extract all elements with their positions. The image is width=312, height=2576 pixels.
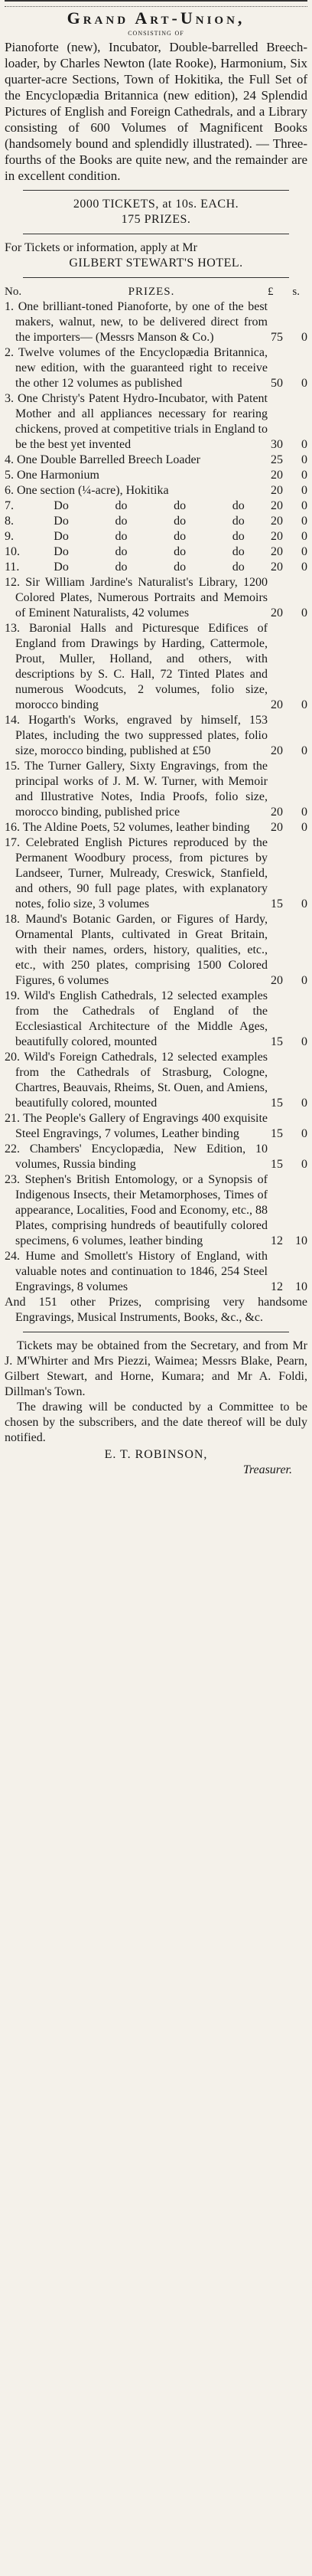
prize-number: 21.: [5, 1112, 20, 1125]
prize-amount: [268, 529, 307, 544]
prize-number: 6.: [5, 484, 14, 497]
prize-description: [5, 468, 268, 483]
prize-row: [5, 544, 307, 560]
prize-amount: [268, 544, 307, 560]
prize-description: [5, 1142, 268, 1172]
prize-number: 15.: [5, 760, 20, 773]
prize-row: [5, 453, 307, 468]
prize-shillings: 10: [295, 1280, 307, 1293]
prize-number: 5.: [5, 469, 14, 482]
ditto-cell: do: [115, 515, 128, 528]
prize-row: [5, 759, 307, 820]
prize-amount: [268, 391, 307, 453]
prize-amount: [268, 483, 307, 499]
prize-number: 19.: [5, 989, 20, 1002]
prize-pounds: 20: [271, 530, 283, 543]
ditto-cell: do: [232, 561, 245, 574]
prize-row: [5, 483, 307, 499]
prize-text: Hogarth's Works, engraved by himself, 153 Plates, including the two suppressed plates, folio size, morocco binding, published at £50: [15, 714, 268, 757]
prize-text: One brilliant-toned Pianoforte, by one of the best makers, walnut, new, to be delivered direct from the importers— (Messrs Manson & Co.): [15, 300, 268, 344]
top-rule: [5, 0, 307, 7]
prize-shillings: 0: [301, 530, 307, 543]
prize-amount: [268, 468, 307, 483]
prize-shillings: 0: [301, 377, 307, 390]
prize-text: One Christy's Patent Hydro-Incubator, with Patent Mother and all appliances necessary for rearing chickens, proved at competitive trials in England to be the best yet invented: [15, 392, 268, 451]
prize-shillings: 0: [301, 1127, 307, 1140]
prize-pounds: 75: [271, 331, 283, 344]
prize-amount: [268, 1249, 307, 1295]
prize-pounds: 20: [271, 469, 283, 482]
prize-amount: [268, 912, 307, 989]
prize-amount: [268, 575, 307, 621]
prize-number: 20.: [5, 1051, 20, 1064]
prize-number: 12.: [5, 576, 20, 589]
ditto-marks: [31, 499, 268, 514]
prize-shillings: 0: [301, 1035, 307, 1048]
prize-amount: [268, 560, 307, 575]
prize-description: [5, 1050, 268, 1111]
prize-pounds: 15: [271, 1158, 283, 1171]
ditto-cell: do: [115, 561, 128, 574]
prize-pounds: 15: [271, 897, 283, 910]
prize-text: The Turner Gallery, Sixty Engravings, from the principal works of J. M. W. Turner, with Memoir and Illustrative Notes, India Proofs, folio size, morocco binding, published price: [15, 760, 268, 819]
prize-number: 2.: [5, 346, 14, 359]
prize-shillings: 0: [301, 806, 307, 819]
prize-amount: [268, 759, 307, 820]
prize-amount: [268, 299, 307, 345]
prize-text: One Harmonium: [17, 469, 99, 482]
prize-row: [5, 1142, 307, 1172]
prize-pounds: 30: [271, 438, 283, 451]
prize-row: [5, 1249, 307, 1295]
prize-number: 8.: [5, 515, 14, 528]
prize-amount: [268, 453, 307, 468]
ditto-cell: do: [115, 530, 128, 543]
prize-row: [5, 499, 307, 514]
prize-row: [5, 1111, 307, 1142]
prize-number: 11.: [5, 561, 20, 574]
ditto-cell: Do: [54, 515, 69, 528]
prize-row: [5, 820, 307, 835]
prize-shillings: 0: [301, 698, 307, 711]
col-pounds: £: [268, 286, 274, 298]
prize-shillings: 0: [301, 606, 307, 619]
prize-row: [5, 560, 307, 575]
prize-pounds: 50: [271, 377, 283, 390]
headline: Grand Art-Union,: [67, 8, 245, 28]
prize-number: 23.: [5, 1173, 20, 1186]
ditto-marks: [31, 560, 268, 575]
prize-row: [5, 391, 307, 453]
prize-pounds: 15: [271, 1097, 283, 1110]
prize-shillings: 0: [301, 484, 307, 497]
ticket-agents: Tickets may be obtained from the Secretary, and from Mr J. M'Whirter and Mrs Piezzi, Waimea; Messrs Blake, Pearn, Gilbert Stewart, and Horne, Kumara; and Mr A. Foldi, Dillman's Town.: [5, 1339, 307, 1398]
prize-pounds: 20: [271, 744, 283, 757]
ditto-cell: do: [232, 515, 245, 528]
prize-number: 14.: [5, 714, 20, 727]
prize-row: [5, 299, 307, 345]
prize-row: [5, 514, 307, 529]
ditto-cell: do: [232, 530, 245, 543]
ditto-cell: Do: [54, 530, 69, 543]
prize-shillings: 0: [301, 974, 307, 987]
prize-row: [5, 575, 307, 621]
col-amount: [268, 284, 307, 299]
ditto-cell: do: [174, 561, 187, 574]
prize-number: 22.: [5, 1143, 20, 1156]
prize-amount: [268, 820, 307, 835]
prize-description: [5, 835, 268, 912]
prize-amount: [268, 499, 307, 514]
prize-pounds: 20: [271, 974, 283, 987]
prize-row: [5, 621, 307, 713]
signature-name: E. T. ROBINSON,: [104, 1448, 208, 1461]
prize-row: [5, 529, 307, 544]
prize-text: One section (¼-acre), Hokitika: [17, 484, 169, 497]
prize-pounds: 20: [271, 484, 283, 497]
ditto-cell: do: [174, 515, 187, 528]
ditto-cell: do: [232, 499, 245, 512]
prize-shillings: 0: [301, 561, 307, 574]
prize-description: [5, 453, 268, 468]
signature-title: Treasurer.: [242, 1463, 292, 1476]
ditto-marks: [31, 529, 268, 544]
prize-number: 16.: [5, 821, 20, 834]
prize-text: Baronial Halls and Picturesque Edifices of England from Drawings by Harding, Cattermole, Prout, Muller, Holland, and others, with descriptions by S. C. Hall, 72 Tinted Plates and numerous Woodcuts, 2 volumes, folio size, morocco binding: [15, 622, 268, 711]
repeat-prize-list: [5, 499, 307, 575]
prize-row: [5, 713, 307, 759]
prize-text: Stephen's British Entomology, or a Synopsis of Indigenous Insects, their Metamorphoses, Times of appearance, Localities, Food and Economy, etc., 88 Plates, comprising hundreds of beautifully colored specimens, 6 volumes, leather binding: [15, 1173, 268, 1247]
prize-shillings: 0: [301, 331, 307, 344]
prize-text: The Aldine Poets, 52 volumes, leather binding: [22, 821, 250, 834]
prize-shillings: 0: [301, 897, 307, 910]
prizes-count: 175 PRIZES.: [121, 213, 191, 226]
prize-description: [5, 912, 268, 989]
prize-row: [5, 912, 307, 989]
prize-description: [5, 345, 268, 391]
prize-number: 18.: [5, 913, 20, 926]
prize-shillings: 0: [301, 453, 307, 466]
prize-row: [5, 989, 307, 1050]
ditto-marks: [31, 514, 268, 529]
ditto-marks: [31, 544, 268, 560]
prize-description: [5, 483, 268, 499]
ditto-cell: Do: [54, 545, 69, 558]
prize-pounds: 12: [271, 1234, 283, 1247]
divider: [23, 277, 289, 278]
prize-pounds: 15: [271, 1127, 283, 1140]
prize-amount: [268, 1050, 307, 1111]
prize-list-continued: [5, 575, 307, 1295]
prize-shillings: 0: [301, 545, 307, 558]
prize-pounds: 20: [271, 561, 283, 574]
prize-shillings: 0: [301, 469, 307, 482]
prize-number: 24.: [5, 1250, 20, 1263]
prize-text: The People's Gallery of Engravings 400 exquisite Steel Engravings, 7 volumes, Leather binding: [15, 1112, 268, 1140]
prize-amount: [268, 835, 307, 912]
prize-row: [5, 835, 307, 912]
prize-number: 17.: [5, 836, 20, 849]
col-shillings: s.: [292, 286, 300, 298]
ditto-cell: do: [115, 499, 128, 512]
intro-paragraph: Pianoforte (new), Incubator, Double-barrelled Breech-loader, by Charles Newton (late Rooke), Harmonium, Six quarter-acre Sections, Town of Hokitika, the Full Set of the Encyclopædia Britannica (new edition), 24 Splendid Pictures of English and Foreign Cathedrals, and a Library consisting of 600 Volumes of Magnificent Books (handsomely bound and splendidly illustrated). — Three-fourths of the Books are quite new, and the remainder are in excellent condition.: [5, 40, 307, 183]
prize-table-header: [5, 284, 307, 299]
ditto-cell: do: [174, 545, 187, 558]
prize-pounds: 20: [271, 545, 283, 558]
prize-pounds: 20: [271, 806, 283, 819]
prize-pounds: 15: [271, 1035, 283, 1048]
prize-description: [5, 1172, 268, 1249]
prize-number: 13.: [5, 622, 20, 635]
prize-text: Twelve volumes of the Encyclopædia Britannica, new edition, with the guaranteed right to receive the other 12 volumes as published: [15, 346, 268, 390]
ditto-cell: do: [174, 499, 187, 512]
prize-description: [5, 1111, 268, 1142]
prize-amount: [268, 713, 307, 759]
prize-shillings: 10: [295, 1234, 307, 1247]
prize-description: [5, 391, 268, 453]
ditto-cell: do: [232, 545, 245, 558]
prize-number: 10.: [5, 545, 20, 558]
prize-description: [5, 575, 268, 621]
prize-amount: [268, 1172, 307, 1249]
prize-number: 3.: [5, 392, 14, 405]
contact-hotel: GILBERT STEWART'S HOTEL.: [69, 257, 243, 270]
prize-description: [5, 989, 268, 1050]
prize-text: One Double Barrelled Breech Loader: [17, 453, 200, 466]
prize-description: [5, 820, 268, 835]
ditto-cell: Do: [54, 561, 69, 574]
prize-amount: [268, 621, 307, 713]
prize-amount: [268, 1142, 307, 1172]
prize-text: Sir William Jardine's Naturalist's Library, 1200 Colored Plates, Numerous Portraits and Memoirs of Eminent Naturalists, 42 volumes: [15, 576, 268, 619]
col-no: No.: [5, 286, 22, 298]
prize-amount: [268, 989, 307, 1050]
prize-amount: [268, 1111, 307, 1142]
prize-amount: [268, 345, 307, 391]
prize-row: [5, 1172, 307, 1249]
drawing-notice: The drawing will be conducted by a Committee to be chosen by the subscribers, and the date thereof will be duly notified.: [5, 1401, 307, 1444]
tickets-line: 2000 TICKETS, at 10s. EACH.: [73, 198, 239, 211]
prize-list: [5, 299, 307, 499]
prize-shillings: 0: [301, 821, 307, 834]
other-prizes: And 151 other Prizes, comprising very handsome Engravings, Musical Instruments, Books, &c., &c.: [5, 1296, 307, 1324]
prize-pounds: 20: [271, 515, 283, 528]
prize-pounds: 20: [271, 821, 283, 834]
prize-pounds: 20: [271, 606, 283, 619]
ditto-cell: do: [174, 530, 187, 543]
prize-text: Maund's Botanic Garden, or Figures of Hardy, Ornamental Plants, cultivated in Great Britain, with their names, orders, history, qualities, etc., etc., with 250 plates, comprising 1500 Colored Figures, 6 volumes: [15, 913, 268, 987]
prize-number: 7.: [5, 499, 14, 512]
ditto-cell: do: [115, 545, 128, 558]
prize-pounds: 20: [271, 698, 283, 711]
prize-number: 9.: [5, 530, 14, 543]
prize-text: Hume and Smollett's History of England, with valuable notes and continuation to 1846, 254 Steel Engravings, 8 volumes: [15, 1250, 268, 1293]
prize-shillings: 0: [301, 499, 307, 512]
prize-text: Chambers' Encyclopædia, New Edition, 10 volumes, Russia binding: [15, 1143, 268, 1171]
prize-shillings: 0: [301, 744, 307, 757]
prize-description: [5, 1249, 268, 1295]
divider: [23, 190, 289, 191]
prize-shillings: 0: [301, 1158, 307, 1171]
prize-row: [5, 468, 307, 483]
prize-text: Wild's English Cathedrals, 12 selected examples from the Cathedrals of England of the Ecclesiastical Architecture of the Middle Ages, beautifully colored, mounted: [15, 989, 268, 1048]
ditto-cell: Do: [54, 499, 69, 512]
prize-pounds: 25: [271, 453, 283, 466]
prize-description: [5, 299, 268, 345]
prize-description: [5, 713, 268, 759]
prize-text: Wild's Foreign Cathedrals, 12 selected examples from the Cathedrals of Strasburg, Cologne, Chartres, Beauvais, Rheims, St. Ouen, and Amiens, beautifully colored, mounted: [15, 1051, 268, 1110]
prize-shillings: 0: [301, 438, 307, 451]
prize-pounds: 20: [271, 499, 283, 512]
prize-description: [5, 621, 268, 713]
prize-pounds: 12: [271, 1280, 283, 1293]
contact-line: For Tickets or information, apply at Mr: [5, 241, 197, 254]
prize-row: [5, 345, 307, 391]
col-prizes: PRIZES.: [128, 286, 175, 298]
prize-description: [5, 759, 268, 820]
prize-number: 4.: [5, 453, 14, 466]
prize-amount: [268, 514, 307, 529]
prize-row: [5, 1050, 307, 1111]
subheadline: consisting of: [128, 28, 184, 38]
prize-shillings: 0: [301, 1097, 307, 1110]
prize-text: Celebrated English Pictures reproduced by the Permanent Woodbury process, from pictures by Landseer, Turner, Mulready, Creswick, Stanfield, and others, 90 full page plates, with explanatory notes, folio size, 3 volumes: [15, 836, 268, 910]
prize-shillings: 0: [301, 515, 307, 528]
prize-number: 1.: [5, 300, 14, 313]
